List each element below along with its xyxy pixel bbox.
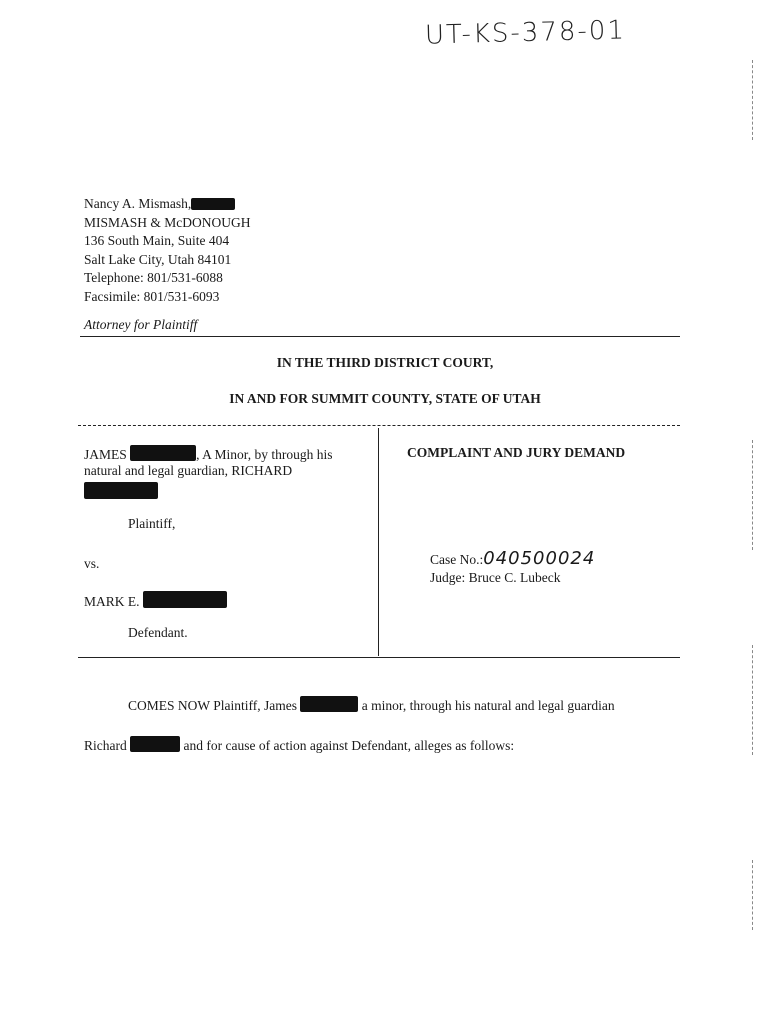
plaintiff-line-1 bbox=[84, 445, 333, 463]
caption-top-rule bbox=[78, 425, 680, 426]
redaction-mark bbox=[84, 482, 158, 499]
caption-bottom-rule bbox=[78, 657, 680, 658]
attorney-role: Attorney for Plaintiff bbox=[84, 317, 198, 332]
body-line-1-b: a minor, through his natural and legal guardian bbox=[361, 698, 615, 713]
body-line-2 bbox=[84, 736, 514, 754]
body-line-2-b: and for cause of action against Defendant, alleges as follows: bbox=[183, 738, 515, 753]
attorney-rule bbox=[80, 336, 680, 337]
redaction-mark bbox=[130, 445, 196, 461]
case-number-line bbox=[430, 548, 595, 569]
body-line-1-a: COMES NOW Plaintiff, James bbox=[128, 698, 298, 713]
plaintiff-desc: , A Minor, by through his bbox=[196, 447, 333, 462]
versus-label: vs. bbox=[84, 556, 100, 571]
case-number: 040500024 bbox=[483, 548, 596, 569]
body-line-1 bbox=[128, 696, 615, 714]
plaintiff-role: Plaintiff, bbox=[128, 516, 176, 531]
attorney-firm: MISMASH & McDONOUGH bbox=[84, 214, 251, 230]
caption-divider bbox=[378, 428, 379, 656]
court-heading-1: IN THE THIRD DISTRICT COURT, bbox=[276, 355, 494, 370]
redaction-mark bbox=[300, 696, 358, 712]
defendant-role: Defendant. bbox=[128, 625, 188, 640]
plaintiff-first-name: JAMES bbox=[84, 447, 127, 462]
redaction-mark bbox=[191, 198, 235, 210]
attorney-block bbox=[84, 195, 251, 335]
attorney-address2: Salt Lake City, Utah 84101 bbox=[84, 251, 232, 267]
defendant-line bbox=[84, 591, 227, 610]
redaction-mark bbox=[143, 591, 227, 608]
plaintiff-line-2: natural and legal guardian, RICHARD bbox=[84, 463, 293, 478]
attorney-address1: 136 South Main, Suite 404 bbox=[84, 233, 230, 248]
body-line-2-a: Richard bbox=[84, 738, 127, 753]
attorney-telephone: Telephone: 801/531-6088 bbox=[84, 270, 223, 285]
defendant-name: MARK E. bbox=[84, 594, 140, 609]
scan-edge-mark bbox=[752, 645, 753, 755]
case-number-label: Case No.: bbox=[430, 552, 484, 567]
scan-edge-mark bbox=[752, 440, 753, 550]
scan-edge-mark bbox=[752, 60, 753, 140]
document-title: COMPLAINT AND JURY DEMAND bbox=[407, 445, 626, 460]
scan-edge-mark bbox=[752, 860, 753, 930]
redaction-mark bbox=[130, 736, 180, 752]
court-heading-2: IN AND FOR SUMMIT COUNTY, STATE OF UTAH bbox=[229, 391, 541, 406]
attorney-name-line bbox=[84, 195, 251, 214]
document-stamp: UT-KS-378-01 bbox=[424, 15, 627, 51]
judge-line: Judge: Bruce C. Lubeck bbox=[430, 570, 561, 585]
attorney-facsimile: Facsimile: 801/531-6093 bbox=[84, 288, 220, 304]
attorney-name: Nancy A. Mismash, bbox=[84, 196, 192, 211]
